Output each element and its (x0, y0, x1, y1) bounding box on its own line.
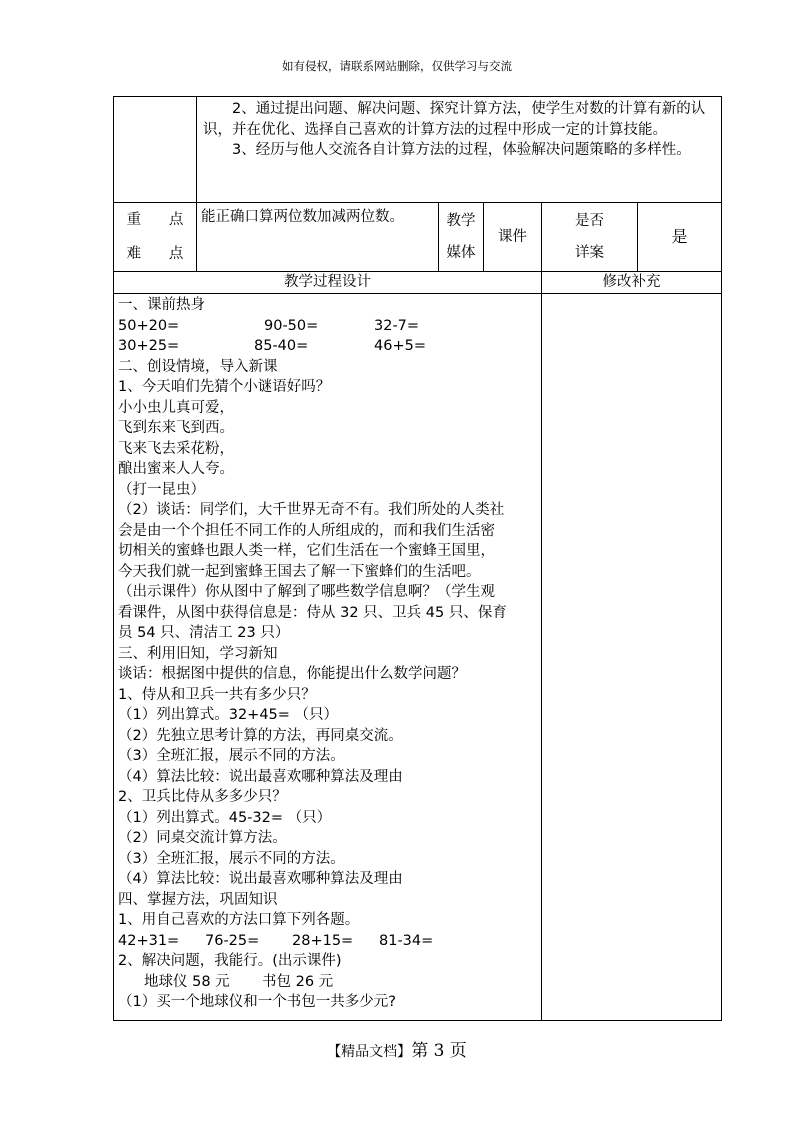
talk-line: 今天我们就一起到蜜蜂王国去了解一下蜜蜂们的生活吧。 (118, 563, 481, 580)
section-practice: 四、掌握方法，巩固知识 (118, 891, 278, 908)
copyright-notice: 如有侵权，请联系网站删除，仅供学习与交流 (282, 59, 512, 73)
problem-1-step: （1）列出算式。32+45= （只） (118, 707, 339, 723)
section-new-knowledge: 三、利用旧知，学习新知 (118, 645, 278, 662)
key-points-row (114, 203, 722, 272)
talk-line: 会是由一个个担任不同工作的人所组成的，而和我们生活密 (118, 522, 495, 539)
calc-row-2: 30+25= 85-40= 46+5= (118, 338, 426, 354)
media-value: 课件 (484, 203, 542, 272)
exercise-2: 2、解决问题，我能行。(出示课件) (118, 953, 342, 969)
calc-row-3: 42+31= 76-25= 28+15= 81-34= (118, 932, 434, 949)
goal-3: 3、经历与他人交流各自计算方法的过程，体验解决问题策略的多样性。 (232, 142, 691, 158)
problem-2: 2、卫兵比侍从多多少只？ (118, 789, 287, 805)
price-list (118, 972, 537, 993)
goal-2: 2、通过提出问题、解决问题、探究计算方法，使学生对数的计算有新的认识，并在优化、选择自己喜欢的计算方法的过程中形成一定的计算技能。 (203, 101, 706, 138)
problem-2-step: （2）同桌交流计算方法。 (118, 830, 287, 846)
page-number: 第 3 页 (411, 1041, 467, 1061)
exercise-2-question-1: （1）买一个地球仪和一个书包一共多少元? (118, 994, 396, 1010)
process-row (114, 294, 722, 1021)
problem-1: 1、侍从和卫兵一共有多少只？ (118, 686, 316, 703)
riddle-hint: （打一昆虫） (118, 481, 205, 498)
problem-1-step: （2）先独立思考计算的方法，再同桌交流。 (118, 727, 403, 744)
riddle-line: 小小虫儿真可爱， (118, 399, 234, 416)
key-difficulty-label (114, 203, 197, 272)
section-warmup: 一、课前热身 (118, 297, 205, 313)
problem-1-step: （3）全班汇报，展示不同的方法。 (118, 748, 345, 764)
page-footer (0, 1036, 794, 1061)
lesson-plan-table (113, 96, 722, 1021)
talk-line: 切相关的蜜蜂也跟人类一样，它们生活在一个蜜蜂王国里， (118, 543, 495, 559)
media-label: 教学 媒体 (439, 203, 484, 272)
price-bag: 书包 26 元 (262, 973, 334, 990)
courseware-line: 员 54 只、清洁工 23 只） (118, 625, 290, 641)
exercise-1: 1、用自己喜欢的方法口算下列各题。 (118, 912, 360, 928)
problem-2-step: （1）列出算式。45-32= （只） (118, 809, 332, 826)
key-label: 重 点 (126, 212, 184, 228)
footer-tag: 【精品文档】 (327, 1044, 412, 1060)
key-content: 能正确口算两位数加减两位数。 (197, 203, 439, 272)
talk-line: （2）谈话：同学们，大千世界无奇不有。我们所处的人类社 (118, 502, 505, 518)
revise-cell (542, 294, 722, 1021)
price-globe: 地球仪 58 元 (144, 973, 230, 990)
difficulty-label: 难 点 (126, 246, 184, 262)
courseware-line: （出示课件）你从图中了解到了哪些数学信息啊？（学生观 (118, 584, 495, 600)
revise-header: 修改补充 (542, 272, 722, 294)
goals-label-cell (114, 97, 197, 203)
calc-row-1: 50+20= 90-50= 32-7= (118, 317, 420, 334)
process-header: 教学过程设计 (114, 272, 542, 294)
courseware-line: 看课件，从图中获得信息是：侍从 32 只、卫兵 45 只、保育 (118, 604, 507, 621)
process-cell (114, 294, 542, 1021)
detail-plan-label: 是否 详案 (542, 203, 638, 272)
section-header-row (114, 272, 722, 294)
problem-2-step: （4）算法比较：说出最喜欢哪种算法及理由 (118, 871, 403, 887)
section-intro: 二、创设情境，导入新课 (118, 358, 278, 375)
problem-1-step: （4）算法比较：说出最喜欢哪种算法及理由 (118, 768, 403, 785)
goals-cell (197, 97, 722, 203)
detail-plan-value: 是 (638, 203, 722, 272)
problem-2-step: （3）全班汇报，展示不同的方法。 (118, 850, 345, 867)
riddle-question: 1、今天咱们先猜个小谜语好吗？ (118, 379, 331, 395)
new-knowledge-talk: 谈话：根据图中提供的信息，你能提出什么数学问题？ (118, 666, 466, 682)
riddle-line: 酿出蜜来人人夸。 (118, 461, 234, 477)
riddle-line: 飞来飞去采花粉， (118, 440, 234, 457)
riddle-line: 飞到东来飞到西。 (118, 420, 234, 436)
goals-row (114, 97, 722, 203)
